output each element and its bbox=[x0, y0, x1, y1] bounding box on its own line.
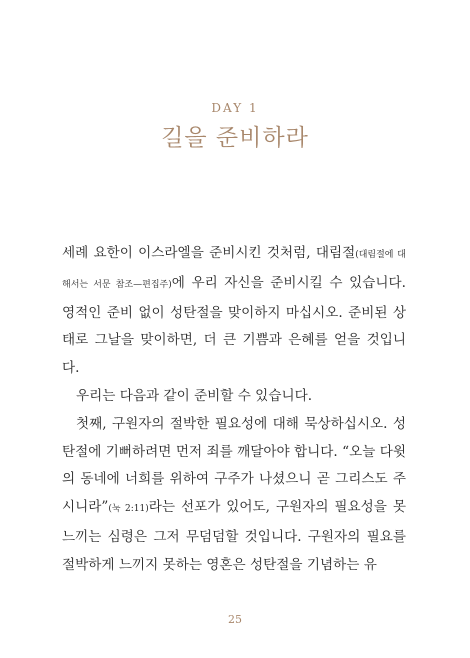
paragraph-3-note: (눅 2:11) bbox=[108, 504, 149, 515]
paragraph-3-text-a: 첫째, 구원자의 절박한 필요성에 대해 묵상하십시오. 성탄절에 기뻐하려면 먼저 죄를 깨달아야 합니다. “오늘 다윗의 동네에 너희를 위하여 구주가 나셨으니 곧 그리스도 주시니라” bbox=[62, 415, 406, 516]
page-number: 25 bbox=[228, 613, 242, 626]
paragraph-3-text-b: 라는 선포가 있어도, 구원자의 필요성을 못 느끼는 심령은 그저 무덤덤할 것입니다. 구원자의 필요를 절박하게 느끼지 못하는 영혼은 성탄절을 기념하는 유 bbox=[62, 499, 406, 573]
chapter-title: 길을 준비하라 bbox=[161, 125, 309, 151]
paragraph-1-text-a: 세례 요한이 이스라엘을 준비시킨 것처럼, 대림절 bbox=[62, 245, 356, 261]
paragraph-2: 우리는 다음과 같이 준비할 수 있습니다. bbox=[76, 387, 313, 404]
paragraph-3 bbox=[62, 411, 406, 580]
paragraph-1-text-b: 에 우리 자신을 준비시킬 수 있습니다. 영적인 준비 없이 성탄절을 맞이하지 마십시오. 준비된 상태로 그날을 맞이하면, 더 큰 기쁨과 은혜를 얻을 것입니다. bbox=[62, 274, 406, 377]
paragraph-1 bbox=[62, 240, 406, 383]
body-text bbox=[62, 240, 406, 580]
chapter-day-label: DAY 1 bbox=[211, 101, 259, 115]
paragraph-1-note: (대림절에 대해서는 서문 참조—편집주) bbox=[62, 250, 406, 290]
